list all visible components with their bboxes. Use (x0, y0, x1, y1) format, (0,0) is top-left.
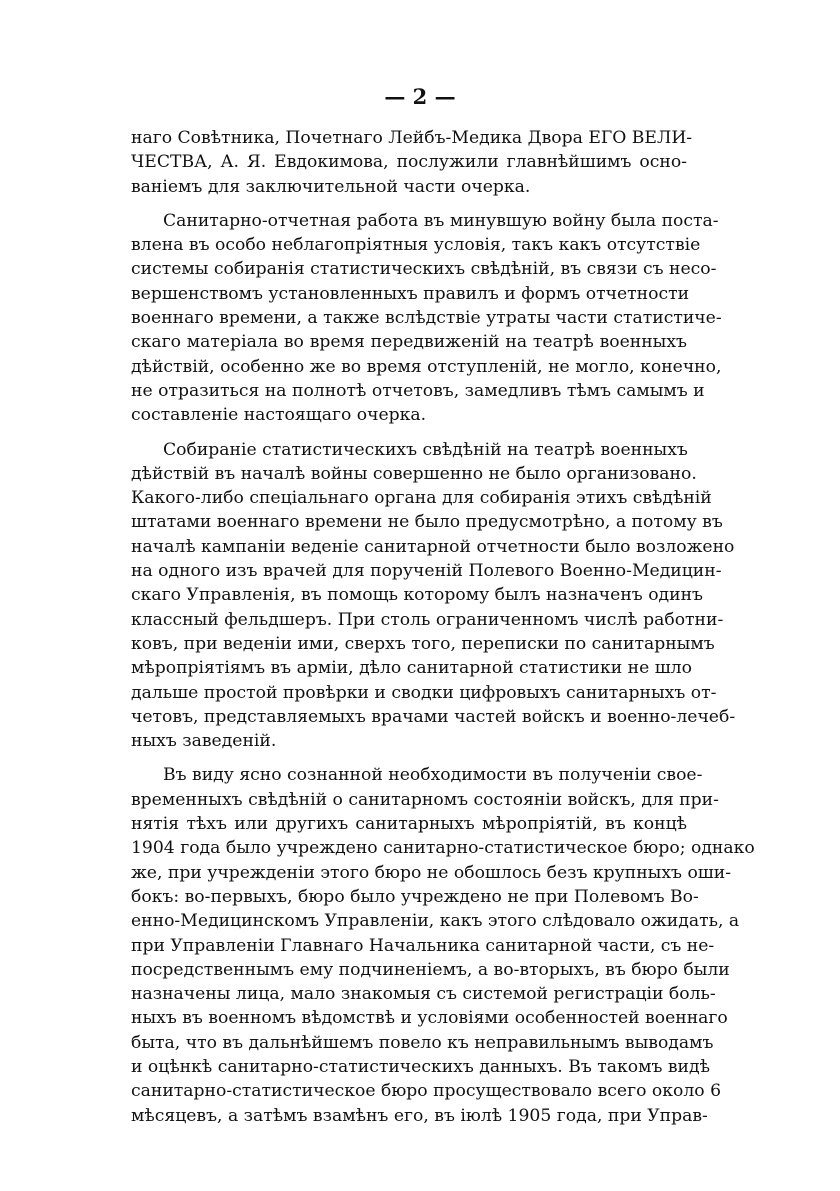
paragraph (131, 209, 722, 428)
text-line: составленiе настоящаго очерка. (131, 405, 427, 426)
text-line: 1904 года было учреждено санитарно-статистическое бюро; однако (131, 838, 755, 859)
text-line: на одного изъ врачей для порученiй Полевого Военно-Медицин- (131, 561, 722, 582)
text-line: ванiемъ для заключительной части очерка. (131, 176, 531, 197)
text-line: енно-Медицинскомъ Управленiи, какъ этого слѣдовало ожидать, а (131, 911, 740, 932)
text-line: скаго матерiала во время передвиженiй на театрѣ военныхъ (131, 332, 687, 353)
text-line: Въ виду ясно сознанной необходимости въ полученiи свое- (163, 765, 703, 786)
text-line: назначены лица, мало знакомыя съ системой регистрацiи боль- (131, 984, 716, 1005)
text-line: не отразиться на полнотѣ отчетовъ, замедливъ тѣмъ самымъ и (131, 380, 705, 401)
text-line: санитарно-статистическое бюро просуществовало всего около 6 (131, 1081, 721, 1102)
text-line: штатами военнаго времени не было предусмотрѣно, а потому въ (131, 512, 723, 533)
paragraph (131, 438, 736, 754)
text-line: дѣйствiй въ началѣ войны совершенно не было организовано. (131, 463, 697, 484)
text-line: же, при учрежденiи этого бюро не обошлось безъ крупныхъ оши- (131, 862, 732, 883)
text-line: влена въ особо неблагопрiятныя условiя, такъ какъ отсутствiе (131, 235, 701, 256)
text-line: посредственнымъ ему подчиненiемъ, а во-вторыхъ, въ бюро были (131, 959, 730, 980)
body-text (131, 126, 755, 1138)
text-line: ныхъ въ военномъ вѣдомствѣ и условiями особенностей военнаго (131, 1008, 728, 1029)
text-line: системы собиранiя статистическихъ свѣдѣнiй, въ связи съ несо- (131, 259, 717, 280)
text-line: Какого-либо спецiальнаго органа для собиранiя этихъ свѣдѣнiй (131, 488, 712, 509)
text-line: мѣсяцевъ, а затѣмъ взамѣнъ его, въ iюлѣ 1905 года, при Управ- (131, 1105, 708, 1126)
text-line: классный фельдшеръ. При столь ограниченномъ числѣ работни- (131, 609, 724, 630)
text-line: бокъ: во-первыхъ, бюро было учреждено не при Полевомъ Во- (131, 886, 699, 907)
text-line: и оцѣнкѣ санитарно-статистическихъ данныхъ. Въ такомъ видѣ (131, 1056, 710, 1077)
text-line: военнаго времени, а также вслѣдствiе утраты части статистиче- (131, 308, 722, 329)
text-line: ныхъ заведенiй. (131, 731, 277, 752)
text-line: нятiя тѣхъ или другихъ санитарныхъ мѣропрiятiй, въ концѣ (131, 814, 687, 835)
text-line: Санитарно-отчетная работа въ минувшую войну была поста- (163, 210, 719, 231)
text-line: вершенствомъ установленныхъ правилъ и формъ отчетности (131, 283, 690, 304)
text-line: ЧЕСТВА, А. Я. Евдокимова, послужили главнѣйшимъ осно- (131, 152, 687, 173)
text-line: при Управленiи Главнаго Начальника санитарной части, съ не- (131, 935, 715, 956)
text-line: ковъ, при веденiи ими, сверхъ того, переписки по санитарнымъ (131, 633, 715, 654)
text-line: скаго Управленiя, въ помощь которому былъ назначенъ одинъ (131, 585, 703, 606)
text-line: мѣропрiятiямъ въ армiи, дѣло санитарной статистики не шло (131, 658, 692, 679)
text-line: временныхъ свѣдѣнiй о санитарномъ состоянiи войскъ, для при- (131, 789, 719, 810)
text-line: дальше простой провѣрки и сводки цифровыхъ санитарныхъ от- (131, 682, 717, 703)
paragraph (131, 763, 755, 1127)
page-number: — 2 — (384, 84, 456, 109)
text-line: Собиранiе статистическихъ свѣдѣнiй на театрѣ военныхъ (163, 439, 688, 460)
text-line: дѣйствiй, особенно же во время отступленiй, не могло, конечно, (131, 356, 722, 377)
text-line: началѣ кампанiи веденiе санитарной отчетности было возложено (131, 536, 735, 557)
text-line: четовъ, представляемыхъ врачами частей войскъ и военно-лечеб- (131, 706, 736, 727)
paragraph (131, 126, 693, 199)
text-line: быта, что въ дальнѣйшемъ повело къ неправильнымъ выводамъ (131, 1032, 714, 1053)
text-line: наго Совѣтника, Почетнаго Лейбъ-Медика Двора ЕГО ВЕЛИ- (131, 128, 693, 148)
